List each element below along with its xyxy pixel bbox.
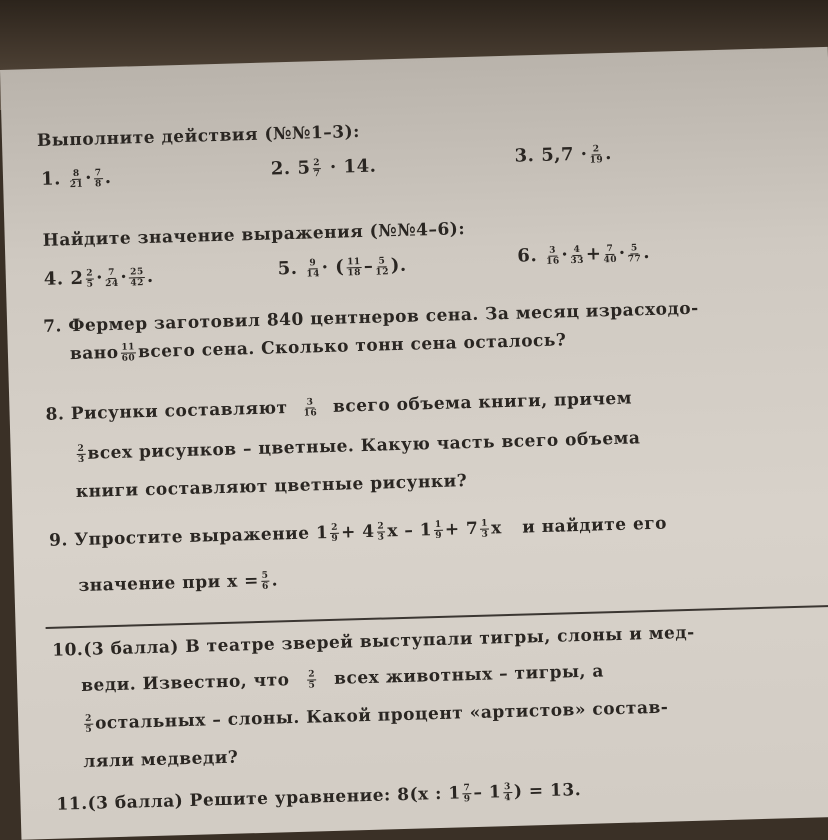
problem-10-line1: 10.(3 балла) В театре зверей выступали тигры, слоны и мед- bbox=[51, 622, 695, 661]
problem-5: 5. $\frac{9}{14}$ · ( $\frac{11}{18}$ – $\frac{5}{12}$ ). bbox=[277, 254, 407, 280]
problem-7-line2: вано $\frac{11}{60}$ всего сена. Сколько тонн сена осталось? bbox=[69, 330, 567, 365]
problem-3: 3. 5,7 · $\frac{2}{19}$ . bbox=[514, 142, 613, 167]
section-divider bbox=[46, 605, 828, 629]
heading-actions: Выполните действия (№№1–3): bbox=[36, 121, 361, 151]
problem-7-line1: 7. Фермер заготовил 840 центнеров сена. За месяц израсходо- bbox=[42, 298, 699, 337]
problem-4: 4. 2 $\frac{2}{5}$ · $\frac{7}{24}$ · $\frac{25}{42}$ . bbox=[43, 265, 154, 290]
problem-8-line2: $\frac{2}{3}$ всех рисунков – цветные. Какую часть всего объема bbox=[77, 428, 641, 465]
problem-10-line2: веди. Известно, что $\frac{2}{5}$ всех животных – тигры, а bbox=[80, 661, 605, 696]
problem-10-line3: $\frac{2}{5}$ остальных – слоны. Какой процент «артистов» состав- bbox=[85, 697, 669, 735]
problem-6: 6. $\frac{3}{16}$ · $\frac{4}{33}$ + $\frac{7}{40}$ · $\frac{5}{77}$ . bbox=[517, 241, 651, 267]
worksheet-page bbox=[0, 47, 828, 840]
problem-8-line1: 8. Рисунки составляют $\frac{3}{16}$ всего объема книги, причем bbox=[45, 388, 633, 425]
problem-11: 11.(3 балла) Решите уравнение: 8(x : 1 $\frac{7}{9}$ – 1 $\frac{3}{4}$ ) = 13. bbox=[56, 780, 582, 815]
problem-1: 1. $\frac{8}{21}$ · $\frac{7}{8}$ . bbox=[40, 166, 112, 190]
problem-8-line3: книги составляют цветные рисунки? bbox=[75, 471, 468, 503]
heading-expressions: Найдите значение выражения (№№4–6): bbox=[42, 219, 466, 251]
problem-2: 2. 5 $\frac{2}{7}$ · 14. bbox=[270, 155, 377, 180]
problem-10-line4: ляли медведи? bbox=[83, 747, 239, 772]
problem-9-line2: значение при x = $\frac{5}{6}$ . bbox=[78, 570, 279, 597]
problem-9-line1: 9. Упростите выражение 1 $\frac{2}{9}$ + 4 $\frac{2}{3}$ x – 1 $\frac{1}{9}$ + 7 $\frac{1}{3}$ x и найдите его bbox=[48, 513, 668, 551]
